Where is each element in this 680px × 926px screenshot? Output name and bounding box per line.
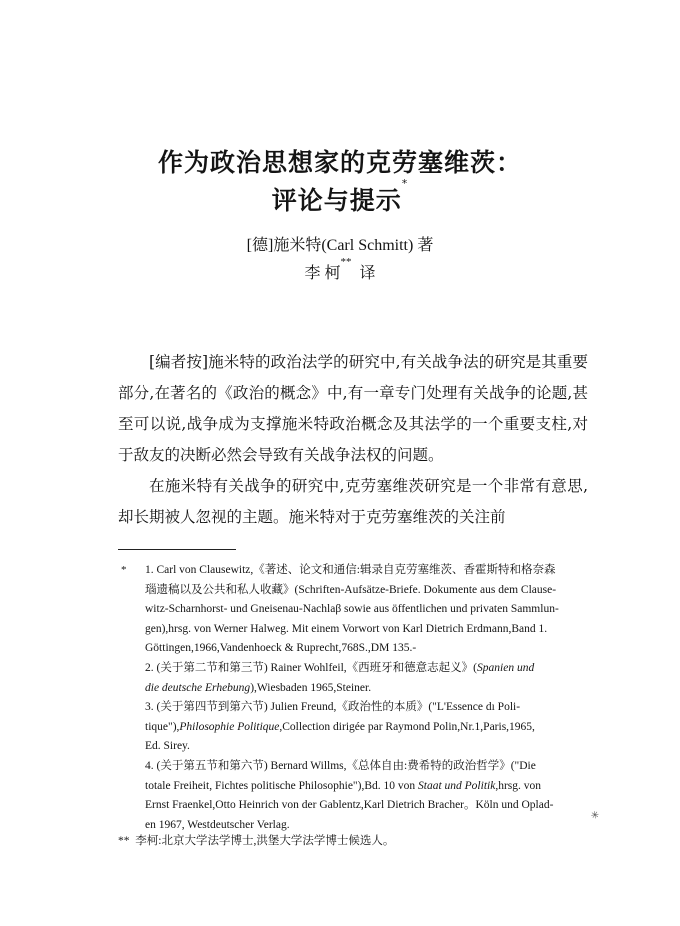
footnote-line: Ernst Fraenkel,Otto Heinrich von der Gablentz,Karl Dietrich Bracher。Köln und Oplad- bbox=[145, 799, 554, 812]
author-line: [德]施米特(Carl Schmitt) 著 bbox=[246, 237, 434, 254]
footnote-italic: Staat und Politik bbox=[418, 779, 496, 792]
footnote-1 bbox=[121, 561, 601, 659]
footnote-line bbox=[145, 718, 601, 738]
footnote-line: 1. Carl von Clausewitz,《著述、论文和通信:辑录自克劳塞维茨、香霍斯特和格奈森 bbox=[145, 564, 556, 576]
footnote-line bbox=[145, 777, 601, 797]
footnote-line: 瑙遗稿以及公共和私人收藏》(Schriften-Aufsätze-Briefe. Dokumente aus dem Clause- bbox=[145, 583, 557, 596]
footnote-4 bbox=[121, 757, 601, 835]
footnote-line bbox=[145, 659, 601, 679]
editor-note-paragraph: [编者按]施米特的政治法学的研究中,有关战争法的研究是其重要部分,在著名的《政治的概念》中,有一章专门处理有关战争的论题,甚至可以说,战争成为支撑施米特政治概念及其法学的一个重要支柱,对于敌友的决断必然会导致有关战争法权的问题。 bbox=[118, 353, 588, 464]
footnote-3 bbox=[121, 698, 601, 757]
footnote-text: ,hrsg. von bbox=[495, 779, 542, 792]
footnotes bbox=[121, 561, 601, 835]
footnote-2 bbox=[121, 659, 601, 698]
title-line-2 bbox=[0, 177, 680, 217]
footnote-line: 3. (关于第四节到第六节) Julien Freund,《政治性的本质》("L'Essence dı Poli- bbox=[145, 701, 521, 714]
title-footnote-mark: * bbox=[401, 177, 409, 190]
translator-footnote-mark: ** bbox=[118, 835, 130, 847]
footnote-divider bbox=[118, 549, 236, 550]
footnote-italic: Spanien und bbox=[477, 661, 535, 674]
body-paragraph-2: 在施米特有关战争的研究中,克劳塞维茨研究是一个非常有意思,却长期被人忽视的主题。施米特对于克劳塞维茨的关注前 bbox=[118, 477, 588, 526]
footnote-text: tique"), bbox=[145, 720, 180, 733]
footnote-line: Ed. Sirey. bbox=[145, 740, 190, 753]
footnote-line: witz-Scharnhorst- und Gneisenau-Nachlaβ sowie aus öffentlichen und privaten Sammlun- bbox=[145, 603, 559, 616]
footnote-italic: Philosophie Politique bbox=[179, 720, 280, 733]
footnote-text: 2. (关于第二节和第三节) Rainer Wohlfeil,《西班牙和德意志起义》( bbox=[145, 661, 478, 674]
translator-line bbox=[0, 256, 680, 283]
footnote-text: ),Wiesbaden 1965,Steiner. bbox=[250, 681, 372, 694]
footnote-line bbox=[145, 679, 601, 699]
title-line-1: 作为政治思想家的克劳塞维茨： bbox=[157, 148, 522, 177]
translator-footnote bbox=[118, 832, 598, 848]
title-line-2-text: 评论与提示 bbox=[271, 186, 402, 215]
translator-footnote-text: 李柯:北京大学法学博士,洪堡大学法学博士候选人。 bbox=[135, 835, 395, 847]
scan-smudge-icon: ✳ bbox=[587, 808, 601, 823]
footnote-line: 4. (关于第五节和第六节) Bernard Willms,《总体自由:费希特的政治哲学》("Die bbox=[145, 759, 536, 772]
translator-role-text: 译 bbox=[359, 265, 376, 282]
translator-role bbox=[352, 265, 376, 282]
footnote-line: en 1967, Westdeutscher Verlag. bbox=[145, 818, 290, 831]
footnote-line: Göttingen,1966,Vandenhoeck & Ruprecht,768S.,DM 135.- bbox=[145, 642, 417, 655]
footnote-text: ,Collection dirigée par Raymond Polin,Nr.1,Paris,1965, bbox=[279, 720, 535, 733]
footnote-star: * bbox=[121, 564, 127, 576]
footnote-italic: die deutsche Erhebung bbox=[145, 681, 251, 694]
footnote-text: totale Freiheit, Fichtes politische Philosophie"),Bd. 10 von bbox=[145, 779, 416, 792]
translator-name: 李 柯 bbox=[304, 265, 341, 282]
footnote-line: gen),hrsg. von Werner Halweg. Mit einem Vorwort von Karl Dietrich Erdmann,Band 1. bbox=[145, 622, 548, 635]
translator-footnote-mark: ** bbox=[340, 256, 352, 268]
